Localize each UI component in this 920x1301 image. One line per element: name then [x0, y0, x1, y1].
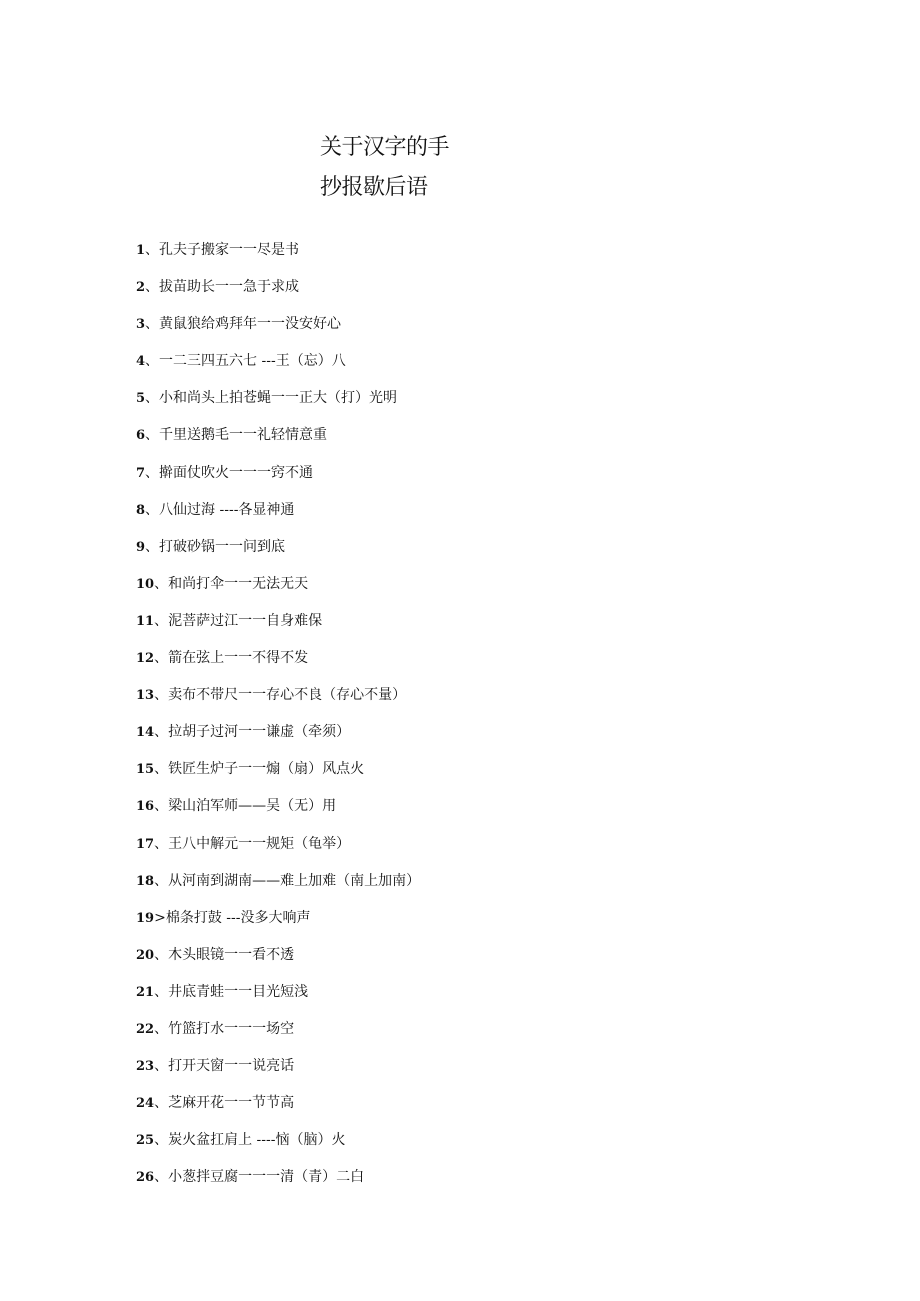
- item-number: 3: [136, 317, 146, 333]
- list-item: [136, 974, 420, 1011]
- item-text: 井底青蛙一一目光短浅: [168, 983, 309, 1000]
- list-item: [136, 937, 420, 974]
- item-separator: 、: [145, 501, 160, 518]
- title-line-2: 抄报歇后语: [320, 175, 428, 200]
- item-number: 6: [136, 428, 146, 444]
- item-separator: 、: [154, 1020, 169, 1037]
- list-item: [136, 269, 420, 306]
- item-number: 17: [136, 836, 155, 852]
- item-separator: 、: [145, 390, 160, 407]
- list-item: [136, 714, 420, 751]
- list-item: [136, 640, 420, 677]
- item-text: 泥菩萨过江一一自身难保: [168, 612, 323, 629]
- item-separator: 、: [154, 798, 169, 815]
- item-text: 打破砂锅一一问到底: [159, 538, 286, 555]
- list-item: [136, 863, 420, 900]
- list-item: [136, 232, 420, 269]
- item-text: 芝麻开花一一节节高: [168, 1095, 295, 1112]
- item-separator: 、: [154, 724, 169, 741]
- item-text: 八仙过海 ----各显神通: [159, 501, 295, 518]
- item-separator: 、: [154, 1132, 169, 1149]
- list-item: [136, 1011, 420, 1048]
- item-text: 箭在弦上一一不得不发: [168, 650, 309, 667]
- item-separator: 、: [154, 872, 169, 889]
- title-line-1: 关于汉字的手: [320, 135, 450, 160]
- item-separator: 、: [154, 946, 169, 963]
- item-text: 小葱拌豆腐一一一清（青）二白: [168, 1169, 365, 1186]
- list-item: [136, 306, 420, 343]
- item-text: 黄鼠狼给鸡拜年一一没安好心: [159, 316, 342, 333]
- item-text: 梁山泊军师——吴（无）用: [168, 798, 337, 815]
- list-item: [136, 492, 420, 529]
- item-text: 王八中解元一一规矩（龟举）: [168, 835, 351, 852]
- item-number: 9: [136, 539, 146, 555]
- item-separator: 、: [154, 1058, 169, 1075]
- list-item: [136, 677, 420, 714]
- item-separator: >: [154, 909, 166, 926]
- document-title: [320, 128, 449, 208]
- item-separator: 、: [145, 538, 160, 555]
- list-item: [136, 900, 420, 937]
- item-number: 8: [136, 502, 146, 518]
- item-text: 小和尚头上拍苍蝇一一正大（打）光明: [159, 390, 398, 407]
- list-item: [136, 455, 420, 492]
- item-number: 2: [136, 280, 146, 296]
- list-item: [136, 1048, 420, 1085]
- item-number: 7: [136, 465, 146, 481]
- item-text: 炭火盆扛肩上 ----恼（脑）火: [168, 1132, 346, 1149]
- item-number: 19: [136, 910, 155, 926]
- list-item: [136, 1159, 420, 1196]
- item-number: 15: [136, 762, 155, 778]
- item-text: 孔夫子搬家一一尽是书: [159, 242, 300, 258]
- item-number: 16: [136, 799, 155, 815]
- list-item: [136, 826, 420, 863]
- item-separator: 、: [154, 650, 169, 667]
- item-separator: 、: [154, 575, 169, 592]
- item-separator: 、: [154, 983, 169, 1000]
- list-item: [136, 417, 420, 454]
- item-text: 竹篮打水一一一场空: [168, 1020, 295, 1037]
- item-separator: 、: [154, 761, 169, 778]
- item-text: 木头眼镜一一看不透: [168, 946, 295, 963]
- item-number: 20: [136, 947, 155, 963]
- list-item: [136, 566, 420, 603]
- list-item: [136, 1122, 420, 1159]
- item-number: 13: [136, 688, 155, 704]
- item-text: 一二三四五六七 ---王（忘）八: [159, 353, 346, 370]
- item-number: 24: [136, 1096, 155, 1112]
- item-number: 14: [136, 725, 155, 741]
- list-item: [136, 529, 420, 566]
- item-separator: 、: [145, 242, 160, 258]
- item-separator: 、: [154, 612, 169, 629]
- item-text: 千里送鹅毛一一礼轻情意重: [159, 427, 328, 444]
- item-separator: 、: [145, 464, 160, 481]
- item-separator: 、: [145, 279, 160, 296]
- list-item: [136, 380, 420, 417]
- item-number: 5: [136, 391, 146, 407]
- list-item: [136, 751, 420, 788]
- item-number: 23: [136, 1059, 155, 1075]
- item-number: 12: [136, 651, 155, 667]
- item-number: 21: [136, 984, 155, 1000]
- item-text: 从河南到湖南——难上加难（南上加南）: [168, 872, 421, 889]
- list-item: [136, 788, 420, 825]
- item-separator: 、: [145, 353, 160, 370]
- item-text: 打开天窗一一说亮话: [168, 1058, 295, 1075]
- item-text: 拔苗助长一一急于求成: [159, 279, 300, 296]
- item-text: 棉条打鼓 ---没多大响声: [165, 909, 311, 926]
- item-separator: 、: [154, 687, 169, 704]
- item-text: 和尚打伞一一无法无天: [168, 575, 309, 592]
- item-number: 26: [136, 1170, 155, 1186]
- item-separator: 、: [154, 835, 169, 852]
- item-number: 18: [136, 873, 155, 889]
- item-separator: 、: [154, 1169, 169, 1186]
- list-item: [136, 603, 420, 640]
- item-text: 擀面仗吹火一一一窍不通: [159, 464, 314, 481]
- item-number: 4: [136, 354, 146, 370]
- list-item: [136, 343, 420, 380]
- item-text: 拉胡子过河一一谦虚（牵须）: [168, 724, 351, 741]
- item-number: 22: [136, 1021, 155, 1037]
- item-separator: 、: [145, 316, 160, 333]
- item-separator: 、: [154, 1095, 169, 1112]
- item-number: 11: [136, 613, 155, 629]
- item-text: 铁匠生炉子一一煽（扇）风点火: [168, 761, 365, 778]
- item-number: 1: [136, 243, 146, 258]
- item-number: 10: [136, 576, 155, 592]
- item-text: 卖布不带尺一一存心不良（存心不量）: [168, 687, 407, 704]
- item-separator: 、: [145, 427, 160, 444]
- list-item: [136, 1085, 420, 1122]
- proverb-list: [136, 232, 420, 1196]
- item-number: 25: [136, 1133, 155, 1149]
